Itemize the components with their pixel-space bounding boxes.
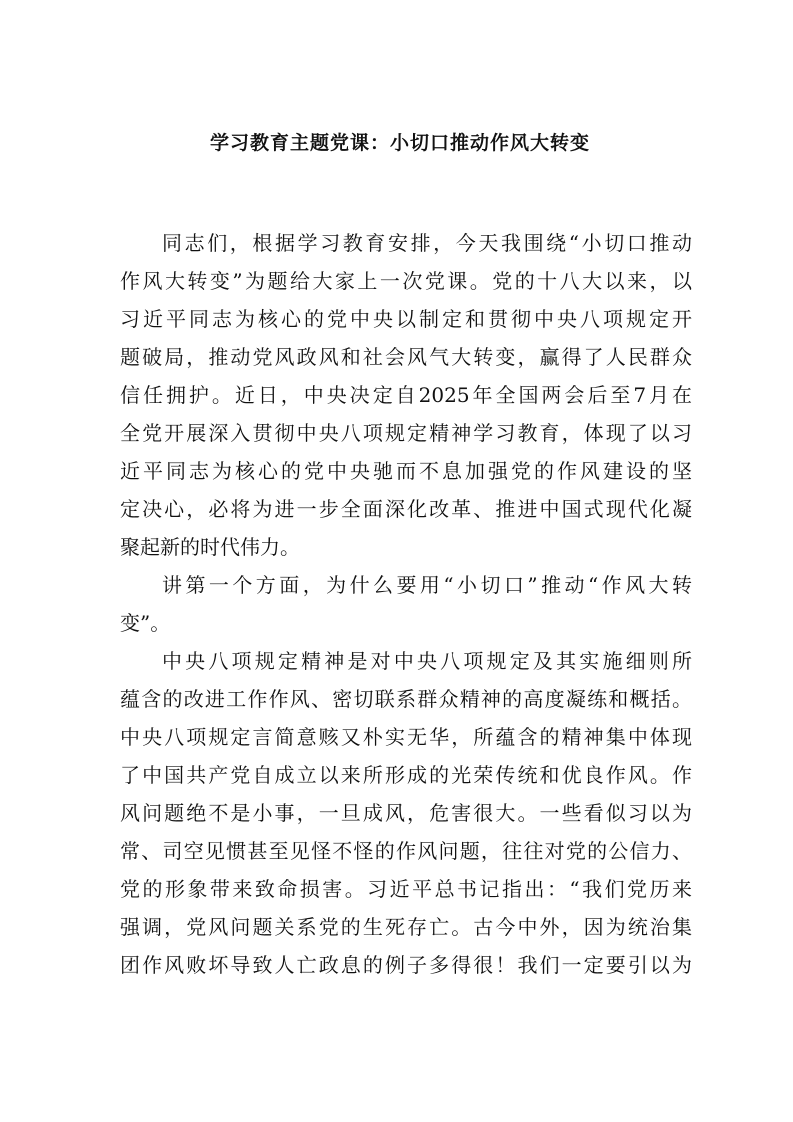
paragraph-line: 蕴含的改进工作作风、密切联系群众精神的高度凝练和概括。 xyxy=(120,687,692,711)
paragraph-line: 近平同志为核心的党中央驰而不息加强党的作风建设的坚 xyxy=(120,459,692,483)
paragraph-line: 中央八项规定精神是对中央八项规定及其实施细则所 xyxy=(162,649,692,673)
paragraph-line: 强调，党风问题关系党的生死存亡。古今中外，因为统治集 xyxy=(120,915,692,939)
paragraph-line: 变”。 xyxy=(120,611,171,635)
paragraph-line: 信任拥护。近日，中央决定自2025年全国两会后至7月在 xyxy=(120,383,692,407)
document-body xyxy=(120,224,692,984)
paragraph-line: 作风大转变”为题给大家上一次党课。党的十八大以来，以 xyxy=(120,269,692,293)
paragraph-line: 同志们，根据学习教育安排，今天我围绕“小切口推动 xyxy=(162,231,692,255)
paragraph-line: 全党开展深入贯彻中央八项规定精神学习教育，体现了以习 xyxy=(120,421,692,445)
paragraph-line: 聚起新的时代伟力。 xyxy=(120,535,300,559)
paragraph-line: 习近平同志为核心的党中央以制定和贯彻中央八项规定开 xyxy=(120,307,692,331)
paragraph-line: 了中国共产党自成立以来所形成的光荣传统和优良作风。作 xyxy=(120,763,692,787)
paragraph-line: 中央八项规定言简意赅又朴实无华，所蕴含的精神集中体现 xyxy=(120,725,692,749)
document-title: 学习教育主题党课：小切口推动作风大转变 xyxy=(209,132,590,154)
paragraph-line: 风问题绝不是小事，一旦成风，危害很大。一些看似习以为 xyxy=(120,801,692,825)
paragraph-line: 党的形象带来致命损害。习近平总书记指出：“我们党历来 xyxy=(120,877,692,901)
paragraph-line: 题破局，推动党风政风和社会风气大转变，赢得了人民群众 xyxy=(120,345,692,369)
paragraph-line: 常、司空见惯甚至见怪不怪的作风问题，往往对党的公信力、 xyxy=(120,839,692,863)
paragraph-line: 团作风败坏导致人亡政息的例子多得很！我们一定要引以为 xyxy=(120,953,692,977)
paragraph-line: 定决心，必将为进一步全面深化改革、推进中国式现代化凝 xyxy=(120,497,692,521)
paragraph-line: 讲第一个方面，为什么要用“小切口”推动“作风大转 xyxy=(162,573,692,597)
